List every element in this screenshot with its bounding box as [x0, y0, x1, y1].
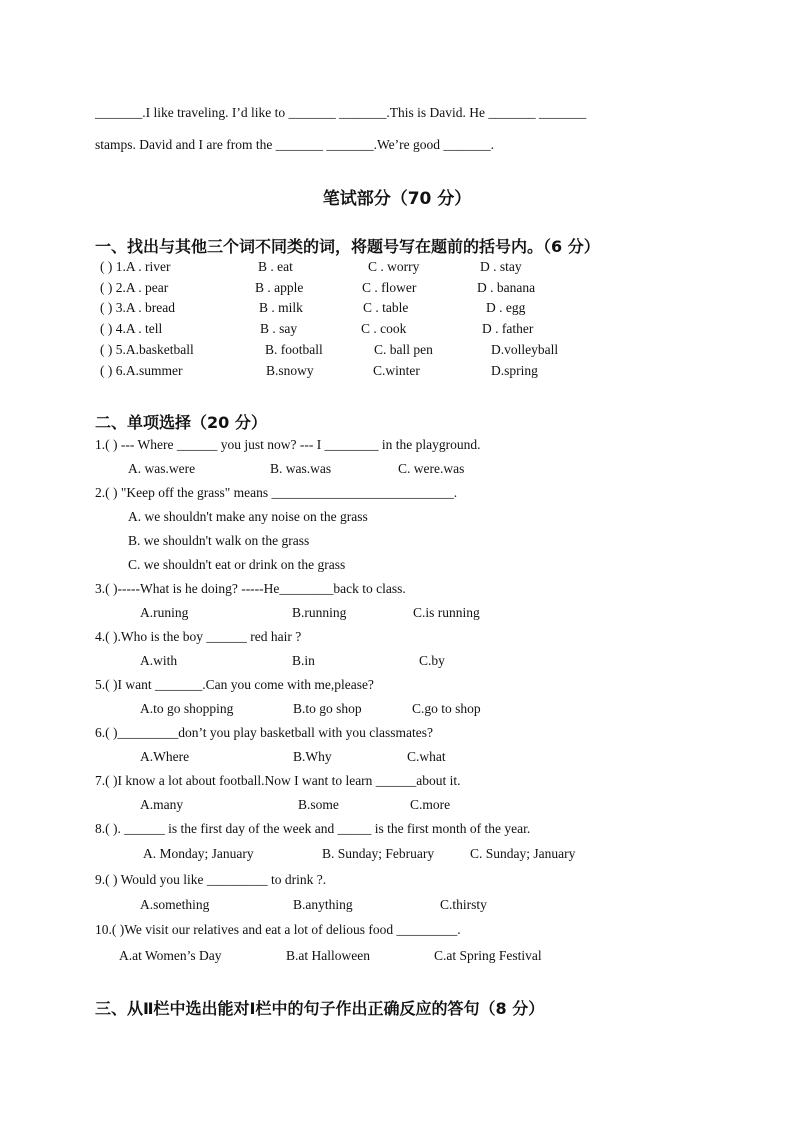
question-2-option-b: B. we shouldn't walk on the grass	[128, 533, 310, 548]
option-b: B.running	[292, 605, 347, 620]
option-b: B . say	[260, 321, 298, 336]
option-d: D . egg	[486, 300, 526, 315]
option-b: B . apple	[255, 280, 304, 295]
option-c: C. were.was	[398, 461, 465, 476]
option-d: D . stay	[480, 259, 522, 274]
item-label: ( ) 3.A . bread	[100, 300, 175, 315]
option-d: D.spring	[491, 363, 538, 378]
question-9: 9.( ) Would you like _________ to drink ?.	[95, 872, 327, 887]
question-2-option-c: C. we shouldn't eat or drink on the grass	[128, 557, 346, 572]
intro-line-2: stamps. David and I are from the _______ _______.We’re good _______.	[95, 137, 494, 152]
option-a: A.with	[140, 653, 178, 668]
option-d: D.volleyball	[491, 342, 559, 357]
option-b: B. football	[265, 342, 323, 357]
option-c: C . flower	[362, 280, 417, 295]
question-1: 1.( ) --- Where ______ you just now? --- I ________ in the playground.	[95, 437, 481, 452]
option-a: A.many	[140, 797, 184, 812]
option-a: A. was.were	[128, 461, 196, 476]
section3-heading: 三、从Ⅱ栏中选出能对Ⅰ栏中的句子作出正确反应的答句（8 分）	[95, 999, 545, 1018]
question-3-options	[0, 605, 794, 623]
option-b: B . eat	[258, 259, 293, 274]
item-label: ( ) 6.A.summer	[100, 363, 183, 378]
option-a: A.at Women’s Day	[119, 948, 222, 963]
intro-line-1: _______.I like traveling. I’d like to _______ _______.This is David. He _______ _______	[95, 105, 587, 120]
option-c: C.more	[410, 797, 451, 812]
option-d: D . banana	[477, 280, 536, 295]
page-title: 笔试部分（70 分）	[322, 189, 472, 209]
option-b: B.to go shop	[293, 701, 362, 716]
option-a: A.Where	[140, 749, 190, 764]
section2-heading: 二、单项选择（20 分）	[95, 413, 267, 432]
option-b: B.at Halloween	[286, 948, 370, 963]
question-10-options	[0, 948, 794, 966]
option-a: A.to go shopping	[140, 701, 234, 716]
option-c: C.by	[419, 653, 445, 668]
option-b: B.anything	[293, 897, 353, 912]
option-c: C. ball pen	[374, 342, 433, 357]
option-c: C.what	[407, 749, 446, 764]
option-c: C.go to shop	[412, 701, 481, 716]
question-2-option-a: A. we shouldn't make any noise on the grass	[128, 509, 368, 524]
option-c: C.is running	[413, 605, 480, 620]
option-a: A.runing	[140, 605, 189, 620]
option-b: B . milk	[259, 300, 303, 315]
question-5-options	[0, 701, 794, 719]
option-b: B. Sunday; February	[322, 846, 435, 861]
option-c: C. Sunday; January	[470, 846, 576, 861]
question-4: 4.( ).Who is the boy ______ red hair ?	[95, 629, 302, 644]
question-9-options	[0, 897, 794, 915]
option-b: B. was.was	[270, 461, 332, 476]
option-b: B.in	[292, 653, 315, 668]
option-b: B.some	[298, 797, 339, 812]
item-label: ( ) 5.A.basketball	[100, 342, 194, 357]
option-c: C.winter	[373, 363, 420, 378]
question-5: 5.( )I want _______.Can you come with me,please?	[95, 677, 374, 692]
question-3: 3.( )-----What is he doing? -----He________back to class.	[95, 581, 406, 596]
option-c: C . table	[363, 300, 409, 315]
option-d: D . father	[482, 321, 534, 336]
question-7-options	[0, 797, 794, 815]
question-7: 7.( )I know a lot about football.Now I want to learn ______about it.	[95, 773, 461, 788]
option-a: A. Monday; January	[143, 846, 254, 861]
section1-heading: 一、找出与其他三个词不同类的词，将题号写在题前的括号内。（6 分）	[95, 237, 600, 256]
question-10: 10.( )We visit our relatives and eat a lot of delious food _________.	[95, 922, 461, 937]
option-a: A.something	[140, 897, 210, 912]
item-label: ( ) 2.A . pear	[100, 280, 169, 295]
option-c: C . worry	[368, 259, 420, 274]
question-6: 6.( )_________don’t you play basketball with you classmates?	[95, 725, 433, 740]
question-1-options	[0, 461, 794, 479]
option-c: C.at Spring Festival	[434, 948, 542, 963]
question-6-options	[0, 749, 794, 767]
question-8-options	[0, 846, 794, 864]
option-b: B.snowy	[266, 363, 314, 378]
option-c: C . cook	[361, 321, 407, 336]
option-c: C.thirsty	[440, 897, 487, 912]
option-b: B.Why	[293, 749, 332, 764]
item-label: ( ) 4.A . tell	[100, 321, 163, 336]
question-2: 2.( ) "Keep off the grass" means ___________________________.	[95, 485, 458, 500]
question-4-options	[0, 653, 794, 671]
question-8: 8.( ). ______ is the first day of the week and _____ is the first month of the year.	[95, 821, 531, 836]
item-label: ( ) 1.A . river	[100, 259, 171, 274]
